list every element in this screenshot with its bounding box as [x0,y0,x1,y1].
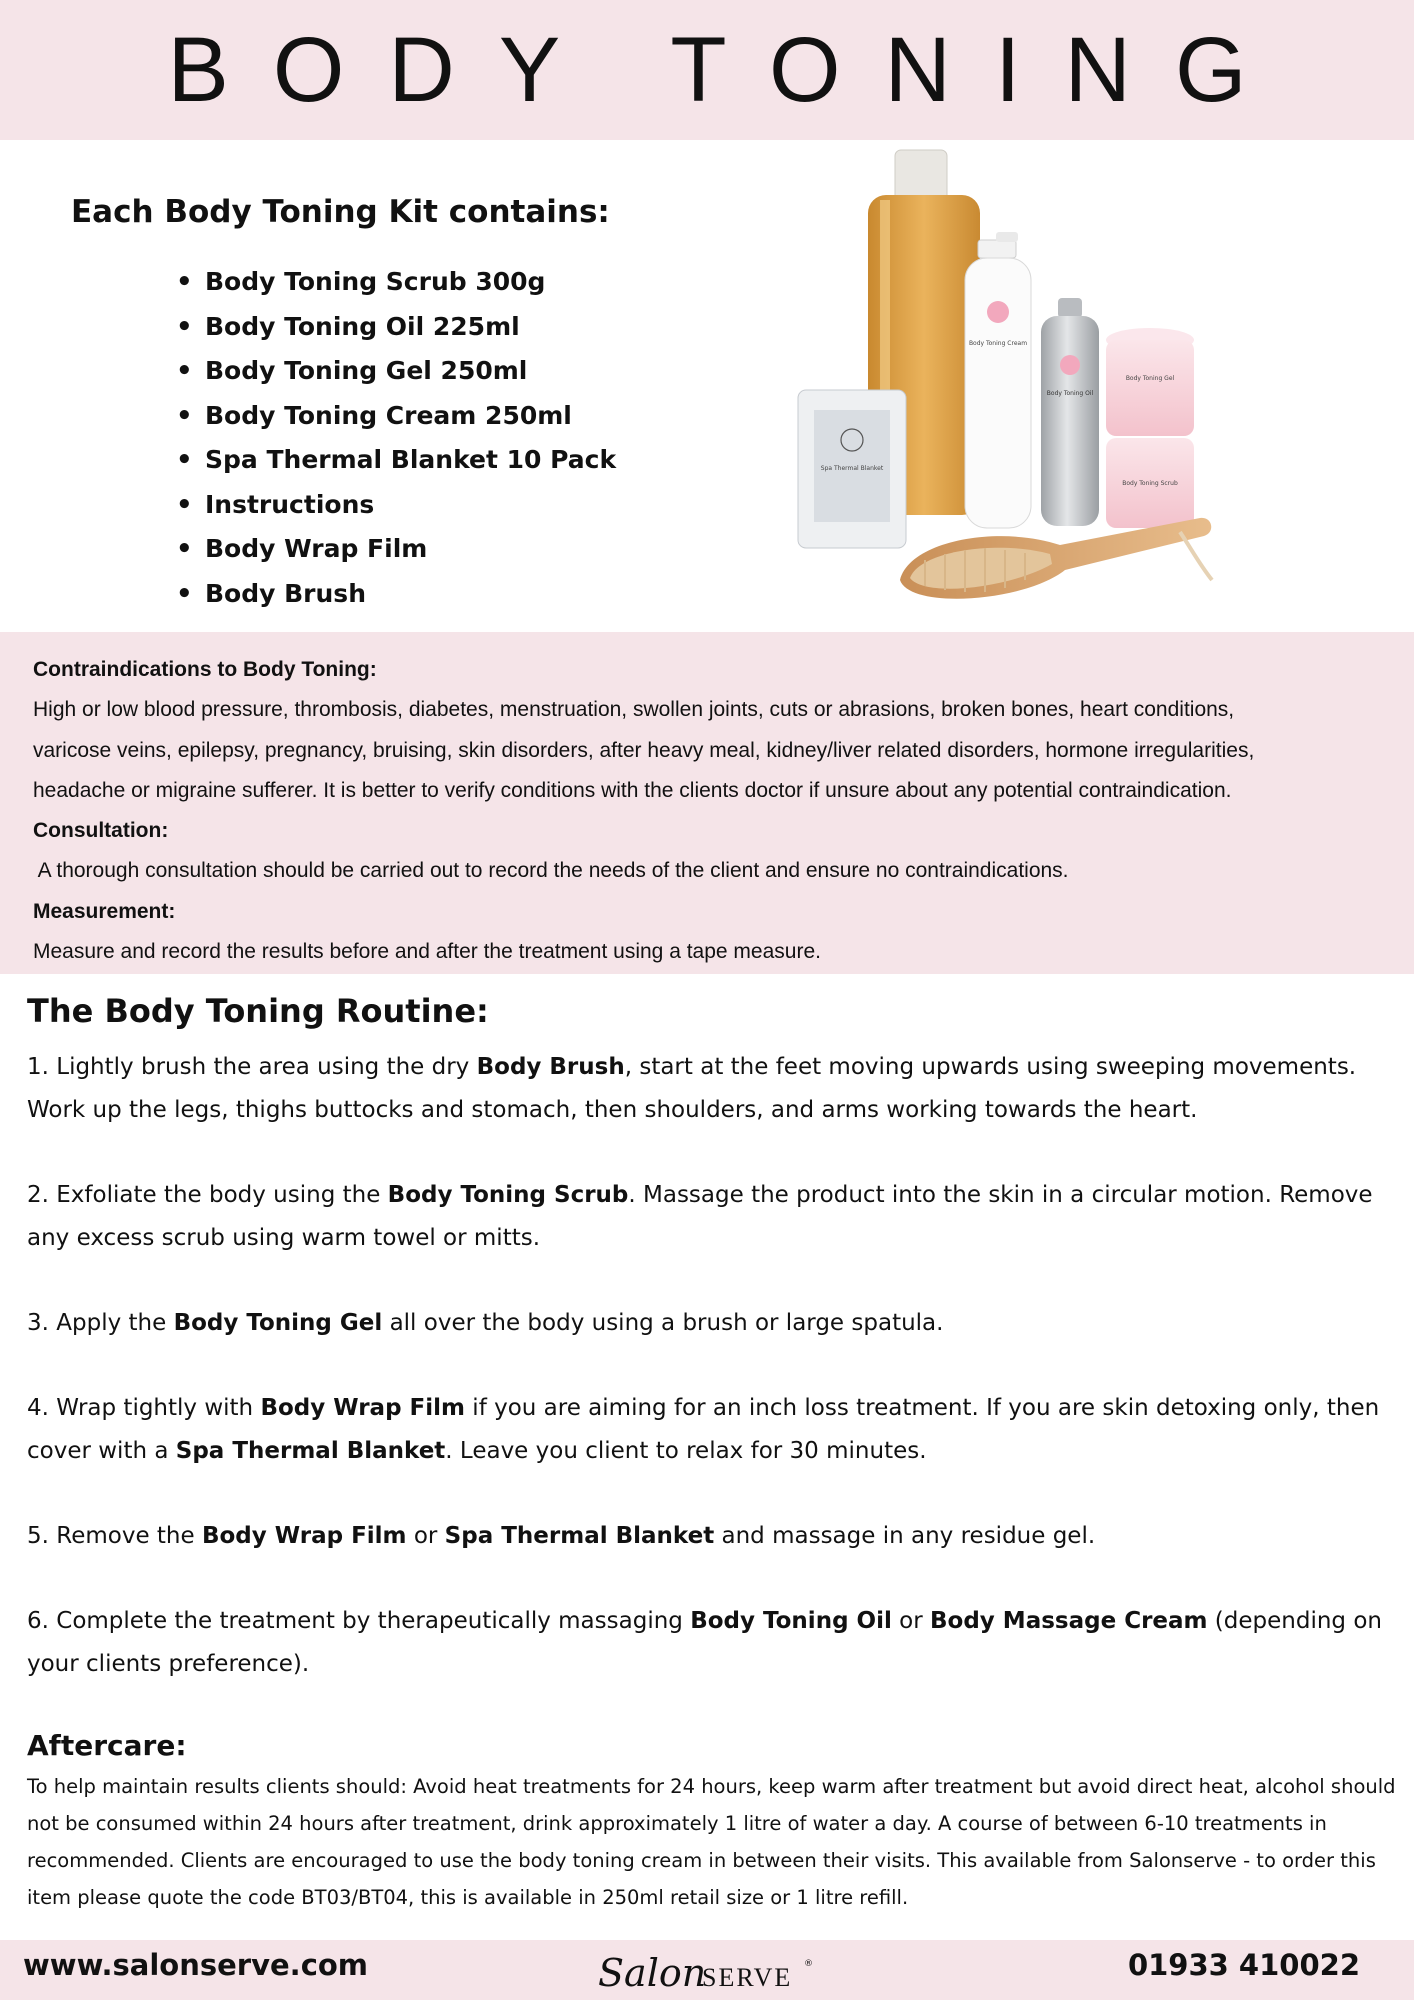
thermal-blanket-pack [798,390,906,548]
product-name: Spa Thermal Blanket [175,1438,446,1464]
body-brush [900,518,1212,599]
logo-script-text: Salon [598,1951,707,1995]
routine-step-3 [27,1302,1397,1345]
kit-list [176,260,616,616]
aftercare-section [27,1726,1397,1916]
contraindications-line: varicose veins, epilepsy, pregnancy, bruising, skin disorders, after heavy meal, kidney/liver related disorders, hormone irregularities, [33,738,1255,762]
step-text: 3. Apply the [27,1310,174,1336]
step-text: 5. Remove the [27,1523,202,1549]
blanket-label: Spa Thermal Blanket [820,465,884,472]
footer [0,1940,1414,2000]
contraindications-line: High or low blood pressure, thrombosis, diabetes, menstruation, swollen joints, cuts or abrasions, broken bones, heart conditions, [33,698,1235,722]
logo-caps-text: SERVE [702,1963,793,1992]
product-name: Body Toning Oil [690,1608,892,1634]
gel-jar-label: Body Toning Gel [1125,375,1175,382]
step-text: (depending on your clients preference). [27,1608,1382,1677]
aftercare-text: To help maintain results clients should: Avoid heat treatments for 24 hours, keep warm after treatment but avoid direct heat, alcohol should not be consumed within 24 hours after treatment, drink approximately 1 litre of water a day. A course of between 6-10 treatments in recommended. Clients are encouraged to use the body toning cream in between their visits. This available from Salonserve - to order this item please quote the code BT03/BT04, this is available in 250ml retail size or 1 litre refill. [27,1775,1396,1909]
step-text: . Massage the product into the skin in a circular motion. Remove any excess scrub using warm towel or mitts. [27,1182,1373,1251]
step-text: and massage in any residue gel. [714,1523,1096,1549]
oil-bottle [1041,298,1099,526]
measurement-heading: Measurement: [33,899,176,923]
step-text: all over the body using a brush or large spatula. [382,1310,944,1336]
routine-step-6 [27,1600,1397,1686]
product-name: Body Toning Scrub [387,1182,629,1208]
routine-section [27,990,1397,1686]
product-name: Body Wrap Film [260,1395,465,1421]
aftercare-title: Aftercare: [27,1729,187,1762]
list-item: • Body Brush [176,572,616,617]
routine-step-2 [27,1174,1397,1260]
logo-registered-mark: ® [804,1959,813,1969]
step-text: . Leave you client to relax for 30 minutes. [445,1438,927,1464]
phone-number[interactable]: 01933 410022 [1127,1948,1360,1982]
step-text: 2. Exfoliate the body using the [27,1182,388,1208]
gel-jar [1106,328,1194,436]
product-name: Body Massage Cream [930,1608,1208,1634]
website-link[interactable]: www.salonserve.com [23,1948,369,1982]
routine-step-4 [27,1387,1397,1473]
list-item: • Spa Thermal Blanket 10 Pack [176,438,616,483]
salonserve-logo [598,1942,818,1998]
cream-bottle [965,232,1031,528]
page-title: BODY TONING [167,18,1291,121]
consultation-text: A thorough consultation should be carried out to record the needs of the client and ensure no contraindications. [33,859,1069,883]
list-item: • Instructions [176,483,616,528]
step-text: 6. Complete the treatment by therapeutically massaging [27,1608,691,1634]
product-name: Body Toning Gel [173,1310,383,1336]
kit-section [0,140,1414,632]
contraindications-panel [0,632,1414,974]
list-item: • Body Toning Gel 250ml [176,349,616,394]
step-text: or [406,1523,445,1549]
product-name: Body Brush [476,1054,625,1080]
step-text: if you are aiming for an inch loss treatment. If you are skin detoxing only, then cover with a [27,1395,1380,1464]
step-text: 1. Lightly brush the area using the dry [27,1054,477,1080]
scrub-jar [1106,438,1194,528]
kit-title: Each Body Toning Kit contains: [71,194,610,230]
scrub-jar-label: Body Toning Scrub [1122,480,1178,487]
step-text: , start at the feet moving upwards using sweeping movements. Work up the legs, thighs buttocks and stomach, then shoulders, and arms working towards the heart. [27,1054,1357,1123]
product-photo [760,140,1240,632]
list-item: • Body Wrap Film [176,527,616,572]
product-name: Body Wrap Film [201,1523,407,1549]
cream-bottle-label: Body Toning Cream [968,340,1028,347]
routine-title: The Body Toning Routine: [27,992,489,1030]
product-name: Spa Thermal Blanket [444,1523,715,1549]
step-text: or [891,1608,931,1634]
routine-step-5 [27,1515,1397,1558]
contraindications-line: headache or migraine sufferer. It is better to verify conditions with the clients doctor if unsure about any potential contraindication. [33,778,1232,802]
consultation-heading: Consultation: [33,819,169,843]
oil-bottle-label: Body Toning Oil [1046,390,1094,397]
routine-step-1 [27,1046,1397,1132]
title-banner [0,0,1414,140]
contraindications-heading: Contraindications to Body Toning: [33,658,377,681]
measurement-text: Measure and record the results before and after the treatment using a tape measure. [33,940,821,964]
list-item: • Body Toning Oil 225ml [176,305,616,350]
step-text: 4. Wrap tightly with [27,1395,261,1421]
list-item: • Body Toning Cream 250ml [176,394,616,439]
list-item: • Body Toning Scrub 300g [176,260,616,305]
